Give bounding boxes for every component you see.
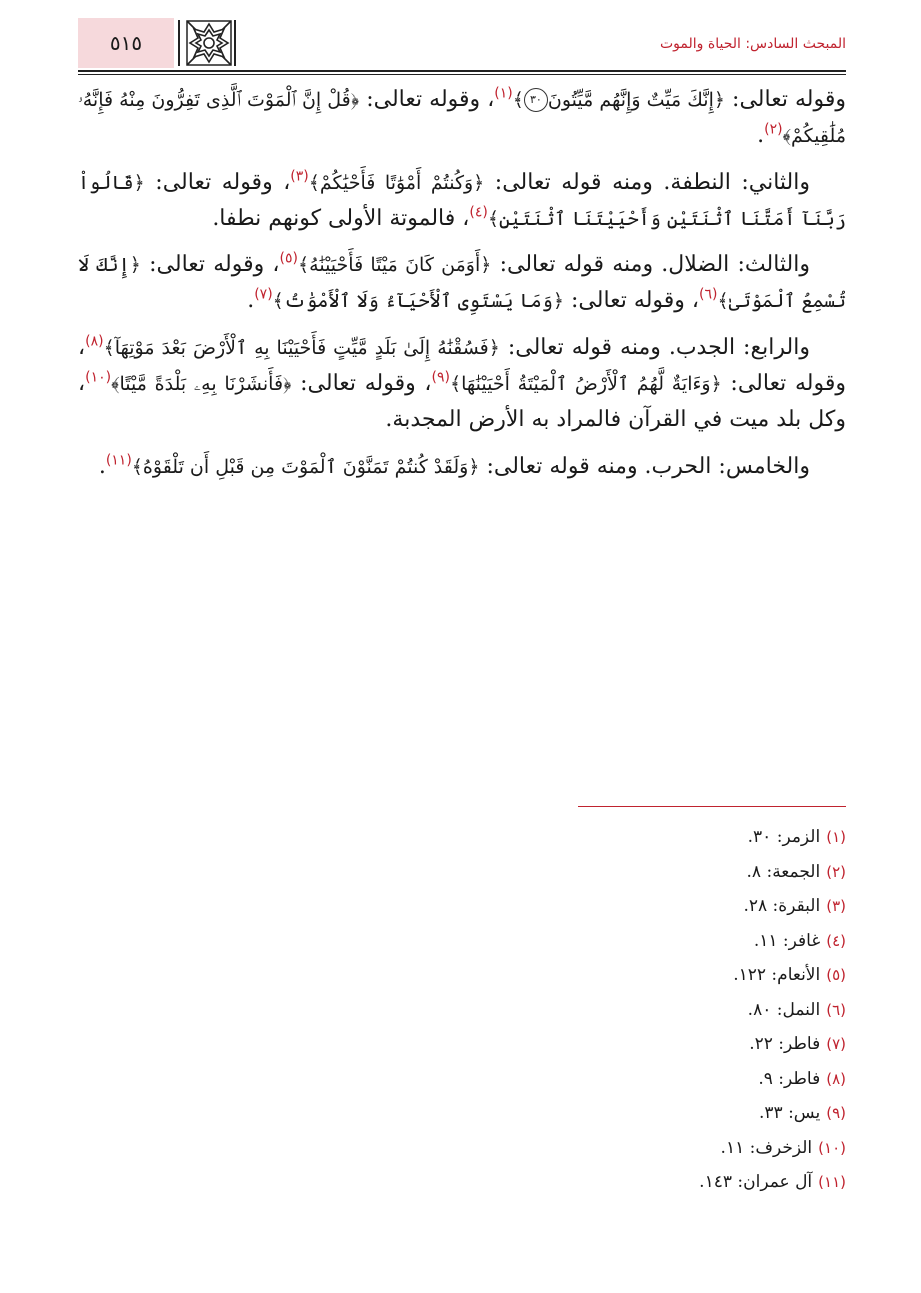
footnote-text: الزمر: ٣٠. [747, 827, 821, 847]
footnote-text: الجمعة: ٨. [746, 861, 821, 882]
quran-verse: ﴿وَءَايَةٌ لَّهُمُ ٱلْأَرْضُ ٱلْمَيْتَةُ أَحْيَيْنَٰهَا﴾ [450, 373, 722, 396]
footnote-ref: (٩) [431, 369, 450, 386]
footnote-number: (٨) [826, 1069, 846, 1088]
footnote-number: (٢) [826, 862, 846, 881]
body-text: ، وقوله تعالى: [78, 334, 846, 397]
body-text: ، وكل بلد ميت في القرآن فالمراد به الأرض المجدبة. [78, 371, 846, 433]
footnote-number: (١٠) [818, 1138, 846, 1157]
quran-verse: ﴿فَسُقْنَٰهُ إِلَىٰ بَلَدٍ مَّيِّتٍ فَأَحْيَيْنَا بِهِ ٱلْأَرْضَ بَعْدَ مَوْتِهَآ﴾ [103, 336, 500, 359]
footnote-text: فاطر: ٩. [758, 1068, 821, 1089]
footnote-ref: (١١) [105, 452, 132, 469]
footnote-number: (٥) [826, 966, 846, 984]
quran-verse: ﴿إِنَّكَ لَا تُسْمِعُ ٱلْمَوْتَىٰ﴾ [78, 254, 846, 313]
quran-verse: ﴿قَالُواْ رَبَّنَآ أَمَتَّنَا ٱثْنَتَيْنِ وَأَحْيَيْتَنَا ٱثْنَتَيْنِ﴾ [78, 171, 846, 230]
footnote-item [446, 1096, 846, 1131]
footnote-item [446, 1027, 846, 1062]
footnote-text: فاطر: ٢٢. [749, 1034, 821, 1054]
footnote-item [446, 924, 846, 959]
footnote-text: يس: ٣٣. [759, 1103, 821, 1123]
body-text: والثالث: الضلال. ومنه قوله تعالى: [491, 252, 810, 278]
footnote-ref: (١٠) [85, 369, 112, 386]
footnote-number: (٣) [826, 897, 846, 915]
header-rule [78, 70, 846, 75]
footnote-ref: (٣) [290, 168, 309, 185]
footnote-text: غافر: ١١. [753, 930, 821, 951]
footnote-text: الزخرف: ١١. [720, 1137, 813, 1158]
footnotes [446, 820, 846, 1200]
body-text: . [757, 123, 765, 149]
quran-verse: ﴿أَوَمَن كَانَ مَيْتًا فَأَحْيَيْنَٰهُ﴾ [298, 254, 492, 277]
ornament-icon [178, 20, 236, 66]
body-text: ، وقوله تعالى: [564, 288, 700, 314]
footnote-number: (٦) [826, 1000, 846, 1019]
body-text: . [98, 453, 106, 479]
body-text: ، وقوله تعالى: [140, 252, 280, 278]
footnote-item [446, 993, 846, 1028]
body-text: وقوله تعالى: [725, 87, 846, 112]
footnote-item [446, 958, 846, 993]
footnote-ref: (٨) [85, 333, 104, 350]
quran-verse: ﴾ [512, 89, 524, 111]
paragraph [78, 449, 846, 485]
footnote-ref: (٥) [279, 250, 299, 267]
footnote-ref: (١) [494, 85, 513, 102]
footnote-number: (٧) [826, 1035, 846, 1053]
footnote-text: الأنعام: ١٢٢. [733, 965, 821, 985]
footnote-item [446, 1131, 846, 1166]
footnote-item [446, 1062, 846, 1097]
paragraph [78, 330, 846, 439]
footnote-text: النمل: ٨٠. [747, 999, 821, 1020]
page-header [78, 18, 846, 70]
footnote-number: (٤) [826, 931, 846, 950]
footnote-separator [578, 806, 846, 807]
body-text: ، وقوله تعالى: [291, 371, 432, 397]
quran-verse: ﴿وَكُنتُمْ أَمْوَٰتًا فَأَحْيَٰكُمْ﴾ [308, 171, 485, 194]
paragraph [78, 247, 846, 320]
footnote-ref: (٤) [469, 204, 488, 221]
footnote-ref: (٧) [254, 287, 273, 304]
footnote-text: آل عمران: ١٤٣. [699, 1172, 813, 1192]
quran-verse: ﴿وَلَقَدْ كُنتُمْ تَمَنَّوْنَ ٱلْمَوْتَ مِن قَبْلِ أَن تَلْقَوْهُ﴾ [131, 455, 480, 478]
paragraph [78, 165, 846, 238]
body-text: والخامس: الحرب. ومنه قوله تعالى: [479, 453, 810, 479]
body-text: ، وقوله تعالى: [144, 169, 291, 195]
body-text: والرابع: الجدب. ومنه قوله تعالى: [499, 334, 810, 360]
footnote-item [446, 889, 846, 924]
footnote-item [446, 1165, 846, 1200]
chapter-title: المبحث السادس: الحياة والموت [660, 36, 846, 52]
quran-verse: ﴿إِنَّكَ مَيِّتٌ وَإِنَّهُم مَّيِّتُونَ [547, 89, 726, 111]
paragraph [78, 82, 846, 155]
main-text [78, 82, 846, 495]
footnote-number: (١) [826, 828, 846, 846]
footnote-item [446, 820, 846, 855]
footnote-item [446, 855, 846, 890]
footnote-ref: (٦) [699, 287, 718, 304]
body-text: . [247, 288, 255, 314]
quran-verse: ﴿وَمَا يَسْتَوِى ٱلْأَحْيَآءُ وَلَا ٱلْأَمْوَٰتُ﴾ [272, 290, 565, 313]
quran-verse: ﴿فَأَنشَرْنَا بِهِۦ بَلْدَةً مَّيْتًا﴾ [111, 373, 292, 396]
footnote-text: البقرة: ٢٨. [743, 896, 821, 916]
footnote-number: (٩) [826, 1104, 846, 1122]
footnote-number: (١١) [818, 1173, 846, 1191]
body-text: ، فالموتة الأولى كونهم نطفا. [212, 205, 470, 231]
quran-verse: ﴿قُلْ إِنَّ ٱلْمَوْتَ ٱلَّذِى تَفِرُّونَ مِنْهُ فَإِنَّهُۥ مُلَٰقِيكُمْ﴾ [78, 89, 846, 148]
footnote-ref: (٢) [764, 121, 783, 138]
ayah-number-marker: ٣٠ [524, 88, 548, 112]
body-text: ، وقوله تعالى: [359, 87, 495, 112]
page-number: ٥١٥ [78, 18, 174, 68]
body-text: والثاني: النطفة. ومنه قوله تعالى: [484, 169, 810, 195]
